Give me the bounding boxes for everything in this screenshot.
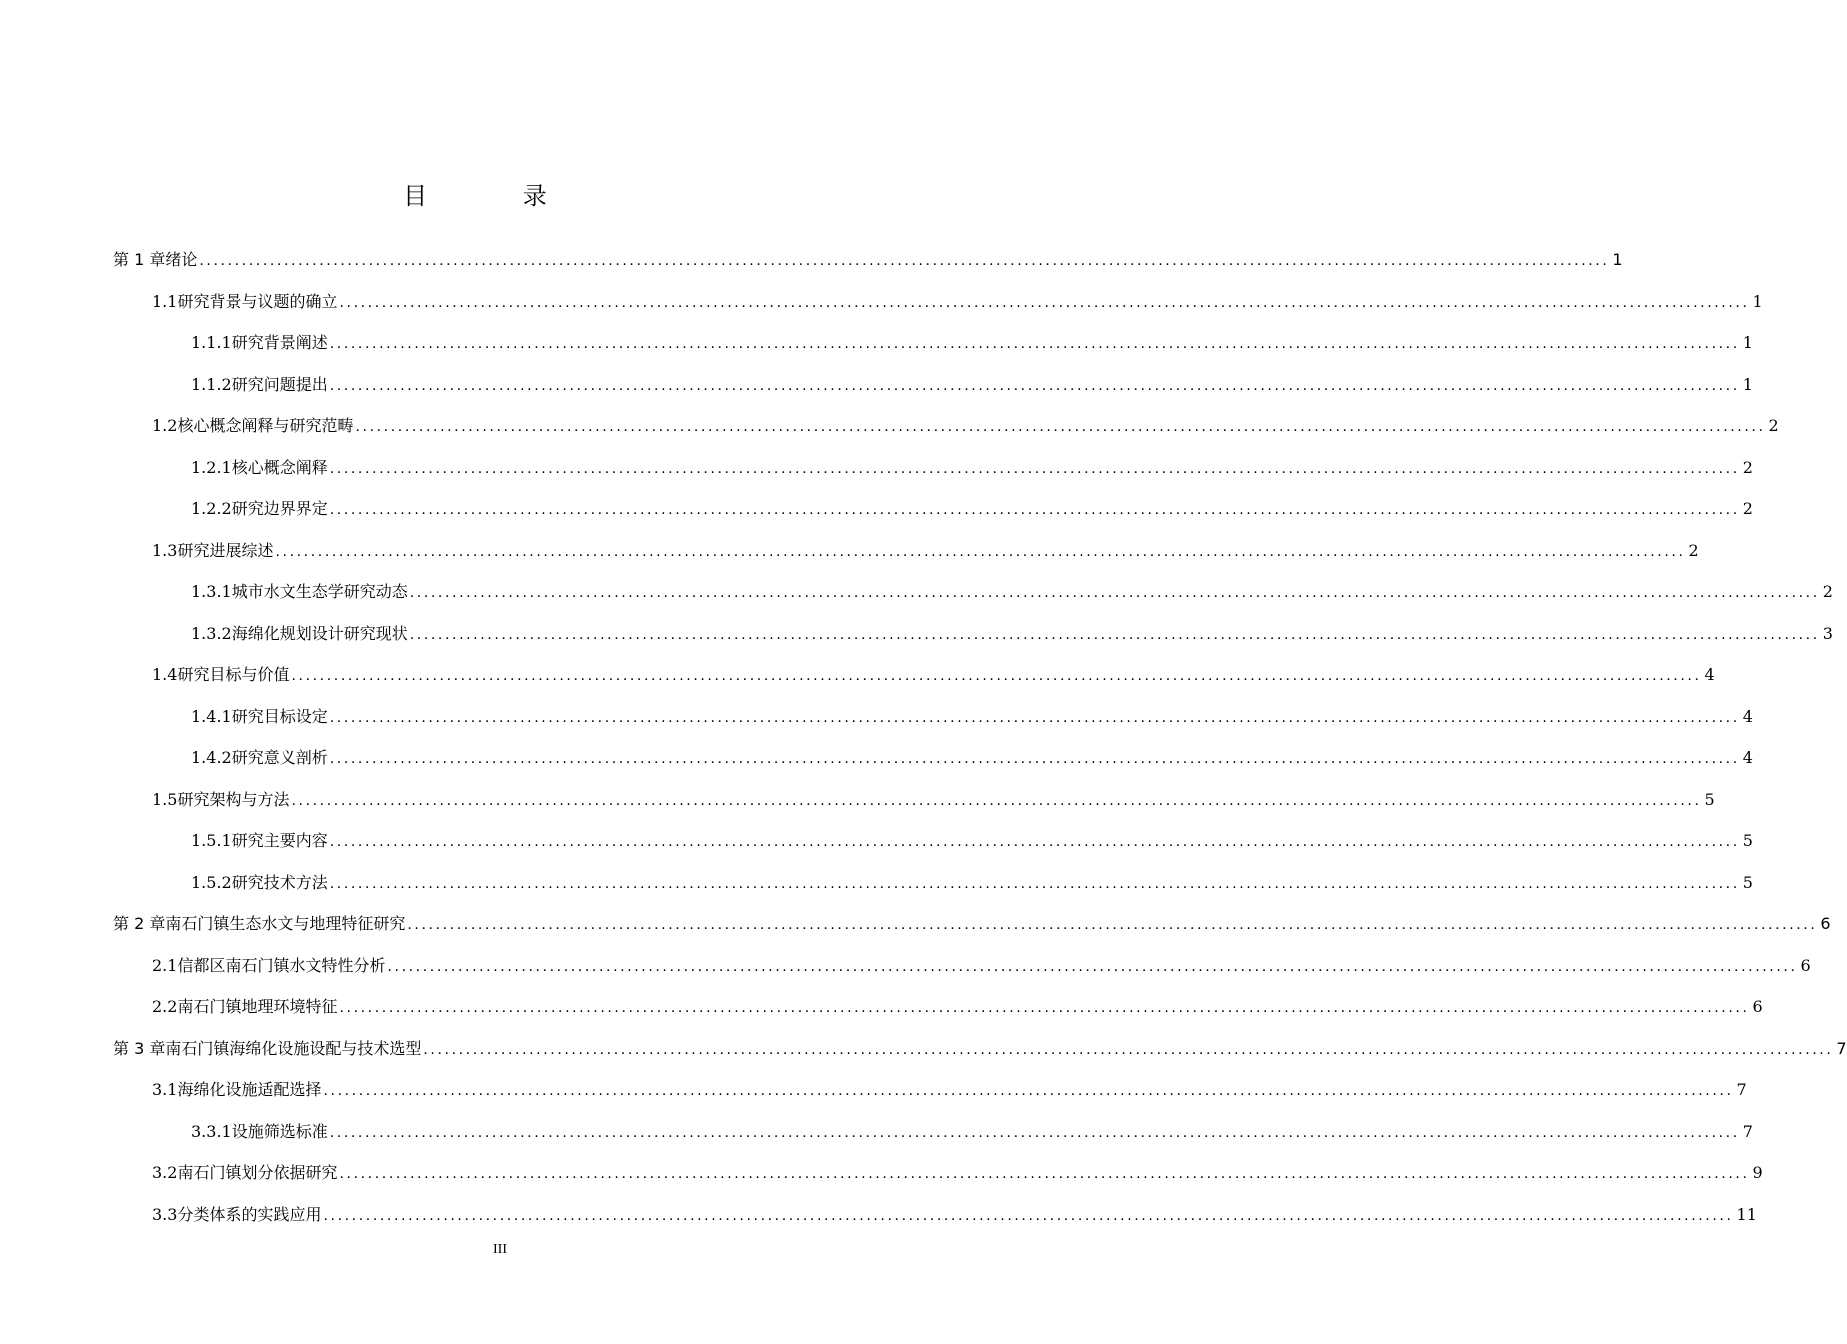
- toc-entry-number: 1.2.2: [191, 499, 232, 518]
- toc-entry-number: 1.5.1: [191, 831, 232, 850]
- toc-entry-page: 6: [1800, 956, 1811, 975]
- toc-entry[interactable]: [191, 456, 1753, 480]
- toc-entry-title: 城市水文生态学研究动态: [231, 582, 408, 601]
- toc-entry-number: 第 1 章: [113, 250, 166, 269]
- toc-dot-leader: ........................................................................................................................................................................................................: [323, 1208, 1734, 1224]
- toc-dot-leader: ........................................................................................................................................................................................................: [339, 295, 1750, 311]
- toc-entry-number: 1.3: [152, 541, 178, 560]
- toc-dot-leader: ........................................................................................................................................................................................................: [329, 378, 1740, 394]
- toc-entry[interactable]: [191, 871, 1753, 895]
- toc-dot-leader: ........................................................................................................................................................................................................: [339, 1166, 1750, 1182]
- toc-dot-leader: ........................................................................................................................................................................................................: [329, 336, 1740, 352]
- toc-entry-page: 1: [1752, 292, 1763, 311]
- toc-dot-leader: ........................................................................................................................................................................................................: [329, 502, 1740, 518]
- toc-entry-title: 研究意义剖析: [231, 748, 328, 767]
- toc-entry-number: 1.4: [152, 665, 178, 684]
- toc-entry[interactable]: [113, 248, 1623, 272]
- toc-entry[interactable]: [152, 290, 1763, 314]
- toc-entry[interactable]: [191, 829, 1753, 853]
- toc-entry-number: 1.2: [152, 416, 178, 435]
- toc-entry-number: 1.1.1: [191, 333, 232, 352]
- toc-entry[interactable]: [152, 954, 1811, 978]
- toc-dot-leader: ........................................................................................................................................................................................................: [409, 627, 1820, 643]
- toc-entry-number: 3.1: [152, 1080, 178, 1099]
- toc-entry[interactable]: [191, 746, 1753, 770]
- toc-entry[interactable]: [152, 788, 1715, 812]
- toc-entry-title: 研究背景与议题的确立: [177, 292, 338, 311]
- toc-entry-page: 11: [1736, 1205, 1757, 1224]
- toc-entry-number: 1.4.2: [191, 748, 232, 767]
- toc-entry-number: 3.3.1: [191, 1122, 232, 1141]
- toc-entry-number: 第 3 章: [113, 1039, 166, 1058]
- toc-entry-number: 1.2.1: [191, 458, 232, 477]
- toc-entry-title: 研究背景阐述: [231, 333, 328, 352]
- toc-dot-leader: ........................................................................................................................................................................................................: [323, 1083, 1734, 1099]
- toc-entry-page: 7: [1736, 1080, 1747, 1099]
- toc-entry-page: 5: [1704, 790, 1715, 809]
- toc-entry[interactable]: [191, 1120, 1753, 1144]
- toc-dot-leader: ........................................................................................................................................................................................................: [275, 544, 1686, 560]
- toc-entry-title: 海绵化规划设计研究现状: [231, 624, 408, 643]
- toc-entry-number: 1.3.1: [191, 582, 232, 601]
- toc-entry-number: 1.4.1: [191, 707, 232, 726]
- toc-entry-page: 4: [1742, 748, 1753, 767]
- page-number: III: [493, 1242, 507, 1257]
- toc-entry-number: 2.1: [152, 956, 178, 975]
- toc-entry[interactable]: [152, 1078, 1747, 1102]
- toc-dot-leader: ........................................................................................................................................................................................................: [199, 253, 1610, 269]
- toc-title: 目 录: [403, 182, 591, 210]
- toc-entry-page: 7: [1742, 1122, 1753, 1141]
- toc-entry-title: 研究进展综述: [177, 541, 274, 560]
- toc-dot-leader: ........................................................................................................................................................................................................: [355, 419, 1766, 435]
- toc-entry-page: 6: [1752, 997, 1763, 1016]
- toc-entry-page: 1: [1612, 250, 1623, 269]
- toc-entry-page: 7: [1836, 1039, 1847, 1058]
- toc-entry-title: 南石门镇地理环境特征: [177, 997, 338, 1016]
- toc-entry-page: 5: [1742, 831, 1753, 850]
- toc-dot-leader: ........................................................................................................................................................................................................: [339, 1000, 1750, 1016]
- toc-dot-leader: ........................................................................................................................................................................................................: [407, 917, 1818, 933]
- toc-entry-number: 3.2: [152, 1163, 178, 1182]
- toc-dot-leader: ........................................................................................................................................................................................................: [329, 1125, 1740, 1141]
- toc-entry-title: 研究边界界定: [231, 499, 328, 518]
- toc-entry[interactable]: [152, 663, 1715, 687]
- toc-dot-leader: ........................................................................................................................................................................................................: [329, 710, 1740, 726]
- toc-entry[interactable]: [191, 622, 1833, 646]
- toc-entry-page: 2: [1742, 458, 1753, 477]
- toc-entry-title: 核心概念阐释: [231, 458, 328, 477]
- toc-entry-page: 2: [1742, 499, 1753, 518]
- toc-entry-number: 第 2 章: [113, 914, 166, 933]
- toc-entry-page: 9: [1752, 1163, 1763, 1182]
- toc-entry-title: 研究技术方法: [231, 873, 328, 892]
- toc-dot-leader: ........................................................................................................................................................................................................: [329, 876, 1740, 892]
- toc-dot-leader: ........................................................................................................................................................................................................: [291, 793, 1702, 809]
- toc-entry[interactable]: [191, 580, 1833, 604]
- toc-entry[interactable]: [152, 414, 1779, 438]
- toc-entry-title: 研究架构与方法: [177, 790, 290, 809]
- toc-entry[interactable]: [113, 912, 1831, 936]
- toc-entry-number: 1.5.2: [191, 873, 232, 892]
- toc-entry[interactable]: [152, 1203, 1757, 1227]
- toc-entry-number: 1.3.2: [191, 624, 232, 643]
- toc-dot-leader: ........................................................................................................................................................................................................: [409, 585, 1820, 601]
- toc-entry-page: 6: [1820, 914, 1831, 933]
- toc-dot-leader: ........................................................................................................................................................................................................: [291, 668, 1702, 684]
- toc-dot-leader: ........................................................................................................................................................................................................: [387, 959, 1798, 975]
- toc-entry-title: 设施筛选标准: [231, 1122, 328, 1141]
- toc-entry-page: 5: [1742, 873, 1753, 892]
- toc-entry-number: 1.1.2: [191, 375, 232, 394]
- toc-entry-page: 1: [1742, 375, 1753, 394]
- toc-entry-number: 2.2: [152, 997, 178, 1016]
- toc-entry-number: 1.1: [152, 292, 178, 311]
- toc-entry[interactable]: [152, 539, 1699, 563]
- toc-entry-title: 研究目标设定: [231, 707, 328, 726]
- toc-entry-title: 研究目标与价值: [177, 665, 290, 684]
- toc-entry[interactable]: [191, 331, 1753, 355]
- toc-entry-page: 2: [1768, 416, 1779, 435]
- toc-entry-title: 绪论: [165, 250, 198, 269]
- toc-entry-page: 1: [1742, 333, 1753, 352]
- toc-entry[interactable]: [113, 1037, 1847, 1061]
- toc-entry-page: 2: [1822, 582, 1833, 601]
- toc-dot-leader: ........................................................................................................................................................................................................: [329, 751, 1740, 767]
- toc-entry-title: 信都区南石门镇水文特性分析: [177, 956, 386, 975]
- toc-entry-number: 3.3: [152, 1205, 178, 1224]
- toc-entry[interactable]: [191, 497, 1753, 521]
- toc-dot-leader: ........................................................................................................................................................................................................: [423, 1042, 1834, 1058]
- toc-entry[interactable]: [152, 995, 1763, 1019]
- toc-entry-page: 2: [1688, 541, 1699, 560]
- toc-entry-page: 4: [1704, 665, 1715, 684]
- toc-entry-title: 海绵化设施适配选择: [177, 1080, 322, 1099]
- toc-entry-number: 1.5: [152, 790, 178, 809]
- toc-entry-title: 南石门镇划分依据研究: [177, 1163, 338, 1182]
- toc-dot-leader: ........................................................................................................................................................................................................: [329, 461, 1740, 477]
- toc-entry-page: 3: [1822, 624, 1833, 643]
- toc-entry-title: 南石门镇海绵化设施设配与技术选型: [165, 1039, 422, 1058]
- toc-entry-title: 研究问题提出: [231, 375, 328, 394]
- toc-entry-title: 分类体系的实践应用: [177, 1205, 322, 1224]
- toc-entry-title: 核心概念阐释与研究范畴: [177, 416, 354, 435]
- toc-entry[interactable]: [152, 1161, 1763, 1185]
- toc-entry-title: 研究主要内容: [231, 831, 328, 850]
- toc-entry-title: 南石门镇生态水文与地理特征研究: [165, 914, 406, 933]
- toc-entry[interactable]: [191, 373, 1753, 397]
- toc-entry-page: 4: [1742, 707, 1753, 726]
- toc-entry[interactable]: [191, 705, 1753, 729]
- toc-dot-leader: ........................................................................................................................................................................................................: [329, 834, 1740, 850]
